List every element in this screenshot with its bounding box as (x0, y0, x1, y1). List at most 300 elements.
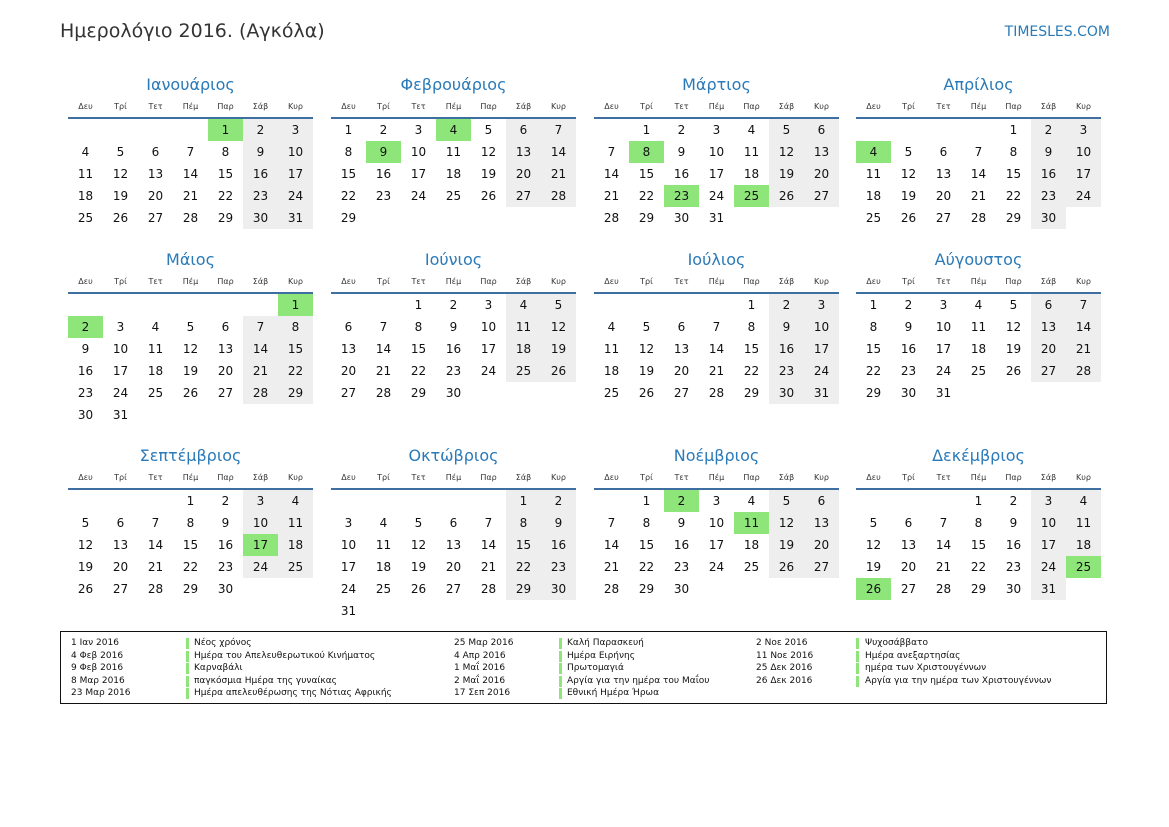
month-day-grid (856, 272, 1101, 404)
weekday-header: Κυρ (278, 468, 313, 490)
day-cell: 6 (939, 145, 948, 159)
weekday-header: Κυρ (278, 272, 313, 294)
month-day-grid (594, 468, 839, 600)
day-cell: 30 (243, 207, 278, 229)
day-cell: 8 (414, 320, 423, 334)
holiday-date: 2 Μαΐ 2016 (454, 675, 506, 686)
day-cell: 26 (112, 211, 129, 225)
day-cell: 12 (112, 167, 129, 181)
holiday-name: Νέος χρόνος (194, 638, 252, 648)
day-cell: 5 (116, 145, 125, 159)
weekday-header: Τετ (926, 97, 961, 119)
site-link[interactable]: TIMESLES.COM (1004, 24, 1110, 40)
weekday-header: Σάβ (769, 272, 804, 294)
day-cell: 15 (638, 538, 655, 552)
day-cell: 9 (1009, 516, 1018, 530)
day-cell: 11 (743, 145, 760, 159)
weekday-header: Τετ (664, 97, 699, 119)
day-cell: 6 (449, 516, 458, 530)
day-cell: 29 (182, 582, 199, 596)
weekday-header: Τετ (401, 272, 436, 294)
day-cell: 21 (970, 189, 987, 203)
holiday-marker-icon (856, 638, 859, 649)
holiday-name: Αργία για την ημέρα των Χριστουγέννων (865, 675, 1052, 686)
day-cell: 11 (506, 316, 541, 338)
weekday-header: Τρί (891, 97, 926, 119)
day-cell: 10 (340, 538, 357, 552)
day-cell: 25 (506, 360, 541, 382)
day-cell: 19 (638, 364, 655, 378)
month-name: Αύγουστος (934, 250, 1023, 269)
day-cell: 21 (375, 364, 392, 378)
holiday-date: 1 Μαΐ 2016 (454, 663, 506, 673)
day-cell: 13 (217, 342, 234, 356)
day-cell: 21 (603, 189, 620, 203)
day-cell: 15 (1005, 167, 1022, 181)
holiday-name: Πρωτομαγιά (567, 663, 624, 673)
weekday-header: Παρ (996, 468, 1031, 490)
day-cell: 7 (541, 119, 576, 141)
day-cell: 25 (77, 211, 94, 225)
weekday-header: Τετ (401, 468, 436, 490)
day-cell: 2 (1031, 119, 1066, 141)
day-cell: 22 (865, 364, 882, 378)
weekday-header: Κυρ (278, 97, 313, 119)
weekday-header: Σάβ (243, 272, 278, 294)
day-cell: 18 (743, 167, 760, 181)
day-cell: 17 (340, 560, 357, 574)
holiday-day-cell: 8 (629, 141, 664, 163)
day-cell: 18 (743, 538, 760, 552)
weekday-header: Κυρ (804, 468, 839, 490)
empty-day-cell (138, 119, 173, 141)
day-cell: 22 (278, 360, 313, 382)
empty-day-cell (278, 404, 313, 426)
day-cell: 28 (182, 211, 199, 225)
day-cell: 7 (484, 516, 493, 530)
legend-item (71, 650, 411, 663)
day-cell: 20 (506, 163, 541, 185)
holiday-day-cell: 25 (734, 185, 769, 207)
holiday-day-cell: 17 (243, 534, 278, 556)
holiday-marker-icon (559, 663, 562, 674)
holiday-day-cell: 4 (436, 119, 471, 141)
day-cell: 6 (151, 145, 160, 159)
day-cell: 3 (116, 320, 125, 334)
day-cell: 7 (939, 516, 948, 530)
holiday-marker-icon (186, 688, 189, 699)
legend-item (454, 662, 794, 675)
day-cell: 20 (112, 560, 129, 574)
day-cell: 9 (243, 141, 278, 163)
holiday-day-cell: 2 (664, 490, 699, 512)
month-day-grid (68, 468, 313, 600)
day-cell: 4 (747, 494, 756, 508)
day-cell: 18 (147, 364, 164, 378)
empty-day-cell (699, 294, 734, 316)
day-cell: 21 (182, 189, 199, 203)
day-cell: 14 (603, 538, 620, 552)
day-cell: 18 (375, 560, 392, 574)
weekday-header: Πέμ (173, 468, 208, 490)
legend-item (454, 675, 794, 688)
weekday-header: Τετ (926, 468, 961, 490)
day-cell: 15 (340, 167, 357, 181)
day-cell: 30 (77, 408, 94, 422)
empty-day-cell (366, 207, 401, 229)
day-cell: 31 (935, 386, 952, 400)
weekday-header: Σάβ (243, 97, 278, 119)
day-cell: 18 (445, 167, 462, 181)
day-cell: 28 (541, 185, 576, 207)
weekday-header: Κυρ (804, 97, 839, 119)
day-cell: 11 (278, 512, 313, 534)
day-cell: 6 (677, 320, 686, 334)
day-cell: 27 (506, 185, 541, 207)
day-cell: 14 (375, 342, 392, 356)
day-cell: 30 (673, 211, 690, 225)
day-cell: 14 (182, 167, 199, 181)
weekday-header: Παρ (996, 272, 1031, 294)
day-cell: 5 (769, 490, 804, 512)
day-cell: 19 (900, 189, 917, 203)
weekday-header: Κυρ (1066, 97, 1101, 119)
weekday-header: Τρί (366, 272, 401, 294)
day-cell: 1 (747, 298, 756, 312)
day-cell: 10 (243, 512, 278, 534)
holiday-marker-icon (856, 651, 859, 662)
day-cell: 16 (541, 534, 576, 556)
day-cell: 24 (935, 364, 952, 378)
empty-day-cell (856, 490, 891, 512)
weekday-header: Παρ (208, 468, 243, 490)
day-cell: 4 (278, 490, 313, 512)
day-cell: 21 (1066, 338, 1101, 360)
empty-day-cell (366, 490, 401, 512)
day-cell: 19 (769, 163, 804, 185)
day-cell: 8 (747, 320, 756, 334)
weekday-header: Δευ (594, 272, 629, 294)
day-cell: 9 (677, 145, 686, 159)
day-cell: 19 (541, 338, 576, 360)
weekday-header: Δευ (68, 468, 103, 490)
holiday-date: 1 Ιαν 2016 (71, 638, 119, 648)
day-cell: 16 (77, 364, 94, 378)
month-calendar (331, 248, 576, 404)
day-cell: 22 (410, 364, 427, 378)
day-cell: 12 (865, 538, 882, 552)
day-cell: 12 (77, 538, 94, 552)
day-cell: 16 (1031, 163, 1066, 185)
legend-column (756, 637, 1096, 687)
holiday-day-cell: 4 (856, 141, 891, 163)
holiday-day-cell: 1 (208, 119, 243, 141)
day-cell: 10 (1066, 141, 1101, 163)
day-cell: 25 (743, 560, 760, 574)
day-cell: 18 (970, 342, 987, 356)
empty-day-cell (541, 207, 576, 229)
holiday-date: 4 Απρ 2016 (454, 650, 506, 661)
holiday-date: 4 Φεβ 2016 (71, 650, 124, 661)
day-cell: 22 (743, 364, 760, 378)
day-cell: 9 (677, 516, 686, 530)
month-name: Φεβρουάριος (400, 75, 507, 94)
day-cell: 12 (182, 342, 199, 356)
day-cell: 31 (340, 604, 357, 618)
month-day-grid (594, 97, 839, 229)
weekday-header: Τρί (891, 468, 926, 490)
month-name: Απρίλιος (943, 75, 1014, 94)
day-cell: 30 (900, 386, 917, 400)
weekday-header: Τρί (629, 272, 664, 294)
day-cell: 18 (506, 338, 541, 360)
holiday-date: 17 Σεπ 2016 (454, 688, 511, 698)
day-cell: 27 (147, 211, 164, 225)
holiday-name: Καρναβάλι (194, 663, 243, 673)
empty-day-cell (471, 600, 506, 622)
empty-day-cell (331, 490, 366, 512)
day-cell: 8 (278, 316, 313, 338)
day-cell: 29 (638, 582, 655, 596)
day-cell: 30 (541, 578, 576, 600)
holiday-name: Εθνική Ημέρα Ήρωα (567, 688, 660, 698)
day-cell: 15 (638, 167, 655, 181)
month-day-grid (68, 97, 313, 229)
day-cell: 14 (243, 338, 278, 360)
day-cell: 24 (708, 560, 725, 574)
legend-item (756, 675, 1096, 688)
month-name: Ιούνιος (424, 250, 483, 269)
empty-day-cell (926, 119, 961, 141)
empty-day-cell (278, 578, 313, 600)
holiday-date: 25 Δεκ 2016 (756, 663, 813, 673)
day-cell: 12 (541, 316, 576, 338)
day-cell: 1 (186, 494, 195, 508)
day-cell: 18 (603, 364, 620, 378)
day-cell: 9 (769, 316, 804, 338)
weekday-header: Κυρ (1066, 468, 1101, 490)
day-cell: 31 (708, 211, 725, 225)
weekday-header: Πέμ (173, 97, 208, 119)
day-cell: 15 (506, 534, 541, 556)
holiday-name: Αργία για την ημέρα του Μαΐου (567, 675, 710, 686)
day-cell: 11 (445, 145, 462, 159)
day-cell: 17 (708, 167, 725, 181)
empty-day-cell (436, 490, 471, 512)
day-cell: 20 (340, 364, 357, 378)
day-cell: 9 (221, 516, 230, 530)
day-cell: 26 (638, 386, 655, 400)
day-cell: 30 (445, 386, 462, 400)
day-cell: 7 (607, 145, 616, 159)
day-cell: 4 (747, 123, 756, 137)
holiday-marker-icon (186, 651, 189, 662)
holiday-day-cell: 25 (1066, 556, 1101, 578)
day-cell: 14 (970, 167, 987, 181)
day-cell: 18 (278, 534, 313, 556)
empty-day-cell (243, 404, 278, 426)
day-cell: 5 (904, 145, 913, 159)
weekday-header: Παρ (471, 468, 506, 490)
day-cell: 18 (865, 189, 882, 203)
day-cell: 15 (182, 538, 199, 552)
day-cell: 26 (541, 360, 576, 382)
day-cell: 27 (217, 386, 234, 400)
day-cell: 20 (445, 560, 462, 574)
empty-day-cell (769, 207, 804, 229)
day-cell: 19 (480, 167, 497, 181)
day-cell: 17 (1031, 534, 1066, 556)
day-cell: 17 (935, 342, 952, 356)
day-cell: 22 (340, 189, 357, 203)
holiday-marker-icon (856, 663, 859, 674)
day-cell: 29 (410, 386, 427, 400)
weekday-header: Σάβ (506, 272, 541, 294)
weekday-header: Πέμ (173, 272, 208, 294)
weekday-header: Δευ (594, 97, 629, 119)
day-cell: 13 (340, 342, 357, 356)
day-cell: 15 (217, 167, 234, 181)
day-cell: 2 (904, 298, 913, 312)
holiday-date: 11 Νοε 2016 (756, 650, 814, 661)
month-calendar (594, 73, 839, 229)
page-title: Ημερολόγιο 2016. (Αγκόλα) (60, 20, 325, 42)
day-cell: 24 (804, 360, 839, 382)
month-calendar (68, 444, 313, 600)
weekday-header: Πέμ (699, 272, 734, 294)
empty-day-cell (173, 294, 208, 316)
empty-day-cell (331, 294, 366, 316)
day-cell: 27 (340, 386, 357, 400)
month-calendar (594, 248, 839, 404)
empty-day-cell (366, 600, 401, 622)
weekday-header: Σάβ (769, 468, 804, 490)
month-day-grid (331, 97, 576, 229)
day-cell: 25 (970, 364, 987, 378)
day-cell: 16 (900, 342, 917, 356)
weekday-header: Πέμ (961, 468, 996, 490)
day-cell: 11 (603, 342, 620, 356)
day-cell: 2 (1009, 494, 1018, 508)
day-cell: 8 (344, 145, 353, 159)
day-cell: 4 (974, 298, 983, 312)
day-cell: 23 (541, 556, 576, 578)
day-cell: 8 (869, 320, 878, 334)
legend-item (71, 687, 411, 700)
weekday-header: Τρί (891, 272, 926, 294)
day-cell: 2 (769, 294, 804, 316)
day-cell: 29 (743, 386, 760, 400)
holiday-name: Ημέρα ανεξαρτησίας (865, 650, 961, 661)
day-cell: 23 (243, 185, 278, 207)
day-cell: 14 (935, 538, 952, 552)
day-cell: 8 (186, 516, 195, 530)
holiday-name: ημέρα των Χριστουγέννων (865, 663, 987, 673)
month-calendar (331, 444, 576, 622)
weekday-header: Παρ (996, 97, 1031, 119)
empty-day-cell (68, 490, 103, 512)
day-cell: 2 (243, 119, 278, 141)
day-cell: 17 (410, 167, 427, 181)
legend-item (71, 637, 411, 650)
day-cell: 4 (607, 320, 616, 334)
weekday-header: Τρί (366, 97, 401, 119)
day-cell: 4 (506, 294, 541, 316)
day-cell: 2 (221, 494, 230, 508)
day-cell: 2 (541, 490, 576, 512)
holiday-day-cell: 1 (278, 294, 313, 316)
day-cell: 28 (603, 211, 620, 225)
empty-day-cell (506, 600, 541, 622)
weekday-header: Τετ (138, 97, 173, 119)
weekday-header: Σάβ (769, 97, 804, 119)
day-cell: 29 (340, 211, 357, 225)
day-cell: 24 (480, 364, 497, 378)
empty-day-cell (699, 578, 734, 600)
legend-column (454, 637, 794, 700)
day-cell: 13 (935, 167, 952, 181)
holiday-marker-icon (559, 676, 562, 687)
day-cell: 13 (900, 538, 917, 552)
month-day-grid (68, 272, 313, 426)
weekday-header: Πέμ (436, 468, 471, 490)
empty-day-cell (68, 294, 103, 316)
weekday-header: Τρί (103, 97, 138, 119)
month-calendar (856, 73, 1101, 229)
weekday-header: Παρ (208, 97, 243, 119)
weekday-header: Τετ (664, 272, 699, 294)
day-cell: 13 (1031, 316, 1066, 338)
holiday-marker-icon (559, 688, 562, 699)
empty-day-cell (594, 294, 629, 316)
day-cell: 9 (81, 342, 90, 356)
empty-day-cell (401, 207, 436, 229)
day-cell: 1 (506, 490, 541, 512)
empty-day-cell (103, 294, 138, 316)
holiday-date: 23 Μαρ 2016 (71, 688, 131, 698)
month-day-grid (594, 272, 839, 404)
legend-column (71, 637, 411, 700)
empty-day-cell (506, 207, 541, 229)
day-cell: 3 (278, 119, 313, 141)
day-cell: 17 (708, 538, 725, 552)
day-cell: 2 (677, 123, 686, 137)
empty-day-cell (804, 578, 839, 600)
day-cell: 7 (151, 516, 160, 530)
day-cell: 20 (673, 364, 690, 378)
day-cell: 17 (1066, 163, 1101, 185)
day-cell: 21 (603, 560, 620, 574)
weekday-header: Δευ (68, 272, 103, 294)
empty-day-cell (138, 294, 173, 316)
day-cell: 2 (449, 298, 458, 312)
month-name: Μάιος (166, 250, 215, 269)
day-cell: 13 (804, 512, 839, 534)
day-cell: 26 (410, 582, 427, 596)
day-cell: 12 (769, 512, 804, 534)
day-cell: 9 (449, 320, 458, 334)
legend-item (756, 650, 1096, 663)
empty-day-cell (173, 119, 208, 141)
month-name: Δεκέμβριος (932, 446, 1025, 465)
weekday-header: Κυρ (541, 97, 576, 119)
day-cell: 18 (1066, 534, 1101, 556)
day-cell: 17 (480, 342, 497, 356)
holiday-name: Ημέρα απελευθέρωσης της Νότιας Αφρικής (194, 688, 392, 698)
day-cell: 12 (410, 538, 427, 552)
day-cell: 30 (217, 582, 234, 596)
day-cell: 21 (243, 360, 278, 382)
